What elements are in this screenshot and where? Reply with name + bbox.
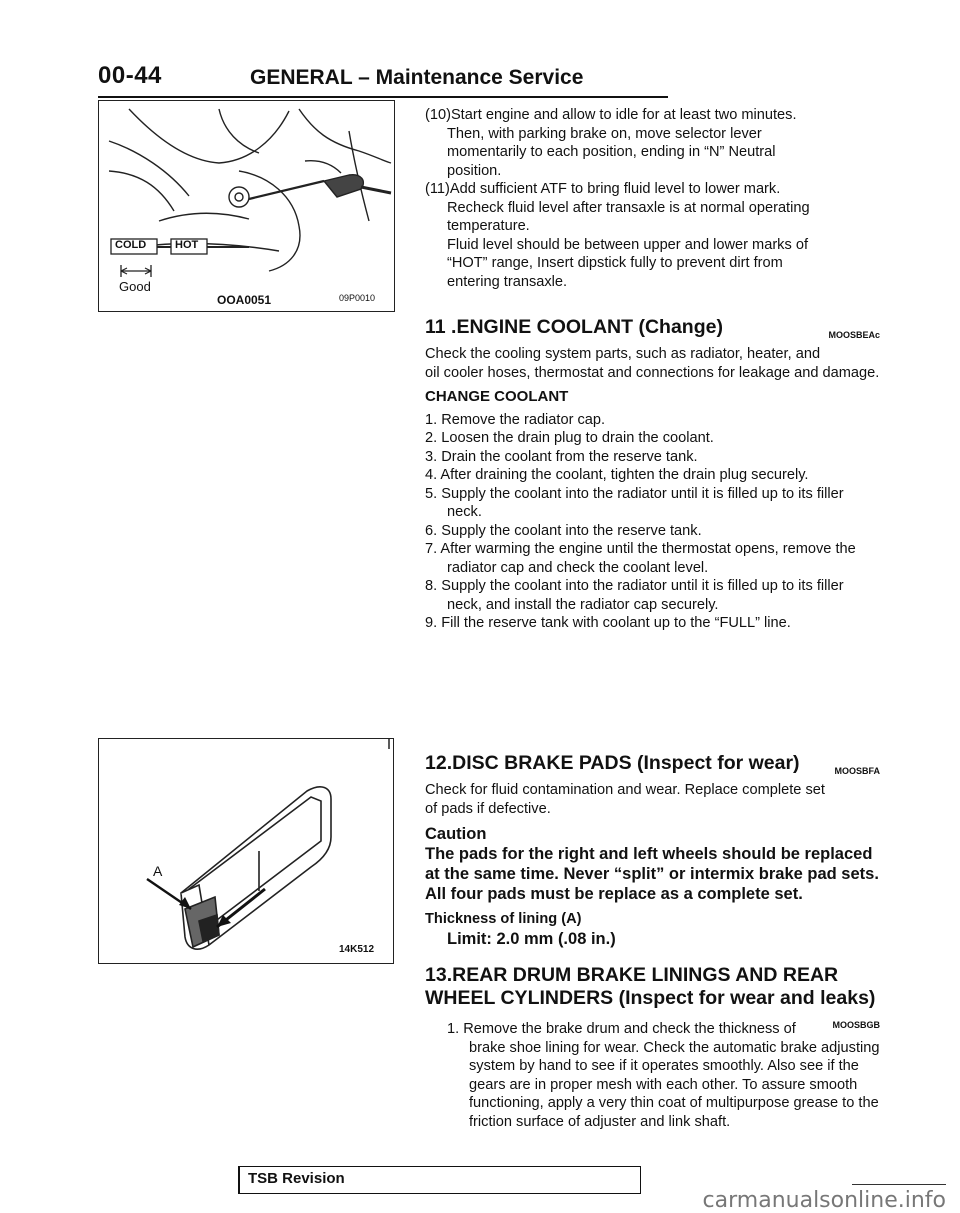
step-10-cont2: momentarily to each position, ending in “N” Neutral [447,144,776,160]
step-10-cont3: position. [447,162,502,179]
section-title: 13.REAR DRUM BRAKE LININGS AND REAR WHEEL CYLINDERS (Inspect for wear and leaks) [425,964,876,1009]
caution-text: The pads for the right and left wheels should be replaced at the same time. Never “split” or intermix brake pad sets. [425,845,879,883]
coolant-step: 3. Drain the coolant from the reserve tank. [425,448,698,465]
caution-text-2: All four pads must be replace as a complete set. [425,885,803,903]
watermark: carmanualsonline.info [702,1188,946,1213]
label-hot: HOT [175,239,199,251]
section-title: 12.DISC BRAKE PADS (Inspect for wear) [425,752,800,774]
step-10-cont1: Then, with parking brake on, move selector lever [447,125,762,142]
disc-brake-section [425,752,880,949]
coolant-step: 5. Supply the coolant into the radiator until it is filled up to its filler neck. [425,485,844,520]
section-code: MOOSBGB [832,1020,880,1030]
page-title: GENERAL – Maintenance Service [250,66,584,89]
step-11-cont4: “HOT” range, Insert dipstick fully to prevent dirt from [447,255,783,271]
step-11-cont5: entering transaxle. [447,273,568,290]
section-heading [425,752,880,775]
footer-rule [852,1184,946,1185]
transaxle-steps [425,106,880,291]
thickness-label: Thickness of lining (A) [425,911,582,927]
coolant-step: 6. Supply the coolant into the reserve tank. [425,522,702,539]
coolant-step: 8. Supply the coolant into the radiator until it is filled up to its filler neck, and install the radiator cap securely. [425,578,844,613]
step-11-cont3: Fluid level should be between upper and lower marks of [447,236,808,253]
section-heading [425,964,880,1030]
dipstick-figure [98,100,395,312]
step-10: (10)Start engine and allow to idle for at least two minutes. [425,107,797,123]
section-intro: Check for fluid contamination and wear. Replace complete set of pads if defective. [425,782,825,817]
step-11-cont2: temperature. [447,218,530,234]
label-a: A [153,863,163,879]
label-good: Good [119,279,151,294]
section-code: MOOSBEAc [828,330,880,340]
step-11: (11)Add sufficient ATF to bring fluid level to lower mark. [425,181,781,197]
coolant-step: 1. Remove the radiator cap. [425,411,606,428]
engine-coolant-section [425,316,880,633]
section-title: 11 .ENGINE COOLANT (Change) [425,316,723,338]
subheading: CHANGE COOLANT [425,388,569,405]
label-cold: COLD [115,239,147,251]
coolant-step: 9. Fill the reserve tank with coolant up to the “FULL” line. [425,615,791,631]
tsb-revision-label: TSB Revision [248,1170,345,1187]
figure2-code: 14K512 [339,944,375,955]
brake-pad-figure [98,738,394,964]
section-heading [425,316,880,339]
drum-step-1: 1. Remove the brake drum and check the thickness of brake shoe lining for wear. Check the automatic brake adjusting system by hand to see if it operates smoothly. Also see if the gears are in proper mesh with each other. To assure smooth functioning, apply a very thin coat of multipurpose grease to the friction surface of adjuster and link shaft. [447,1021,880,1130]
section-code: MOOSBFA [834,766,880,776]
wear-limit: Limit: 2.0 mm (.08 in.) [447,929,616,948]
figure-code-left: OOA0051 [217,293,272,307]
figure-code-right: 09P0010 [339,293,376,303]
coolant-step: 2. Loosen the drain plug to drain the coolant. [425,430,714,446]
section-intro: Check the cooling system parts, such as radiator, heater, and oil cooler hoses, thermostat and connections for leakage and damage. [425,346,880,381]
caution-label: Caution [425,825,487,843]
page-number: 00-44 [98,62,162,89]
coolant-step: 4. After draining the coolant, tighten the drain plug securely. [425,467,809,483]
coolant-step: 7. After warming the engine until the thermostat opens, remove the radiator cap and check the coolant level. [425,541,856,576]
header-rule [98,96,668,98]
brake-pad-illustration [99,739,393,963]
rear-drum-section [425,964,880,1131]
tsb-revision-box [238,1166,641,1194]
step-11-cont1: Recheck fluid level after transaxle is at normal operating [447,199,810,216]
